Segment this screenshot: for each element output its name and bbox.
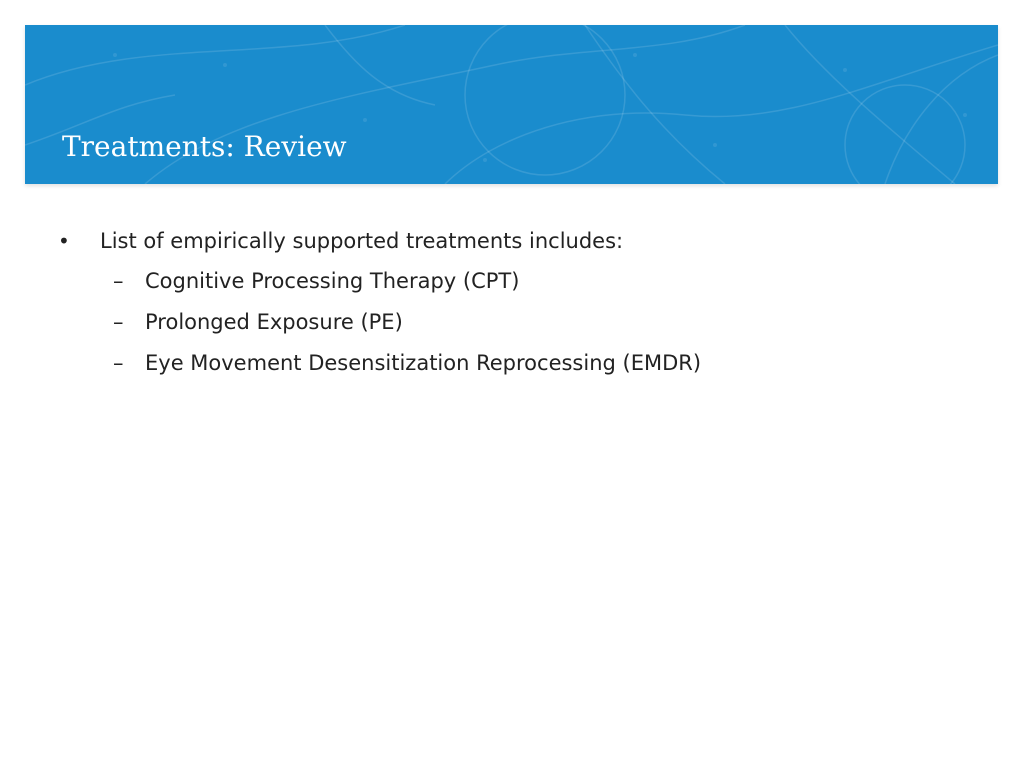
title-banner: [25, 25, 998, 184]
bullet-text: List of empirically supported treatments includes:: [100, 229, 624, 253]
sub-bullet-text: Cognitive Processing Therapy (CPT): [145, 269, 520, 293]
bullet-marker: •: [58, 229, 70, 253]
bullet-item: [58, 224, 988, 264]
sub-bullet-marker: –: [113, 269, 124, 293]
slide-title: Treatments: Review: [62, 130, 347, 163]
sub-bullet-text: Prolonged Exposure (PE): [145, 310, 403, 334]
sub-bullet-text: Eye Movement Desensitization Reprocessing (EMDR): [145, 351, 702, 375]
sub-bullet-item: [58, 346, 988, 387]
sub-bullet-item: [58, 264, 988, 305]
sub-bullet-item: [58, 305, 988, 346]
slide-body: [58, 224, 988, 387]
sub-bullet-marker: –: [113, 310, 124, 334]
sub-bullet-marker: –: [113, 351, 124, 375]
